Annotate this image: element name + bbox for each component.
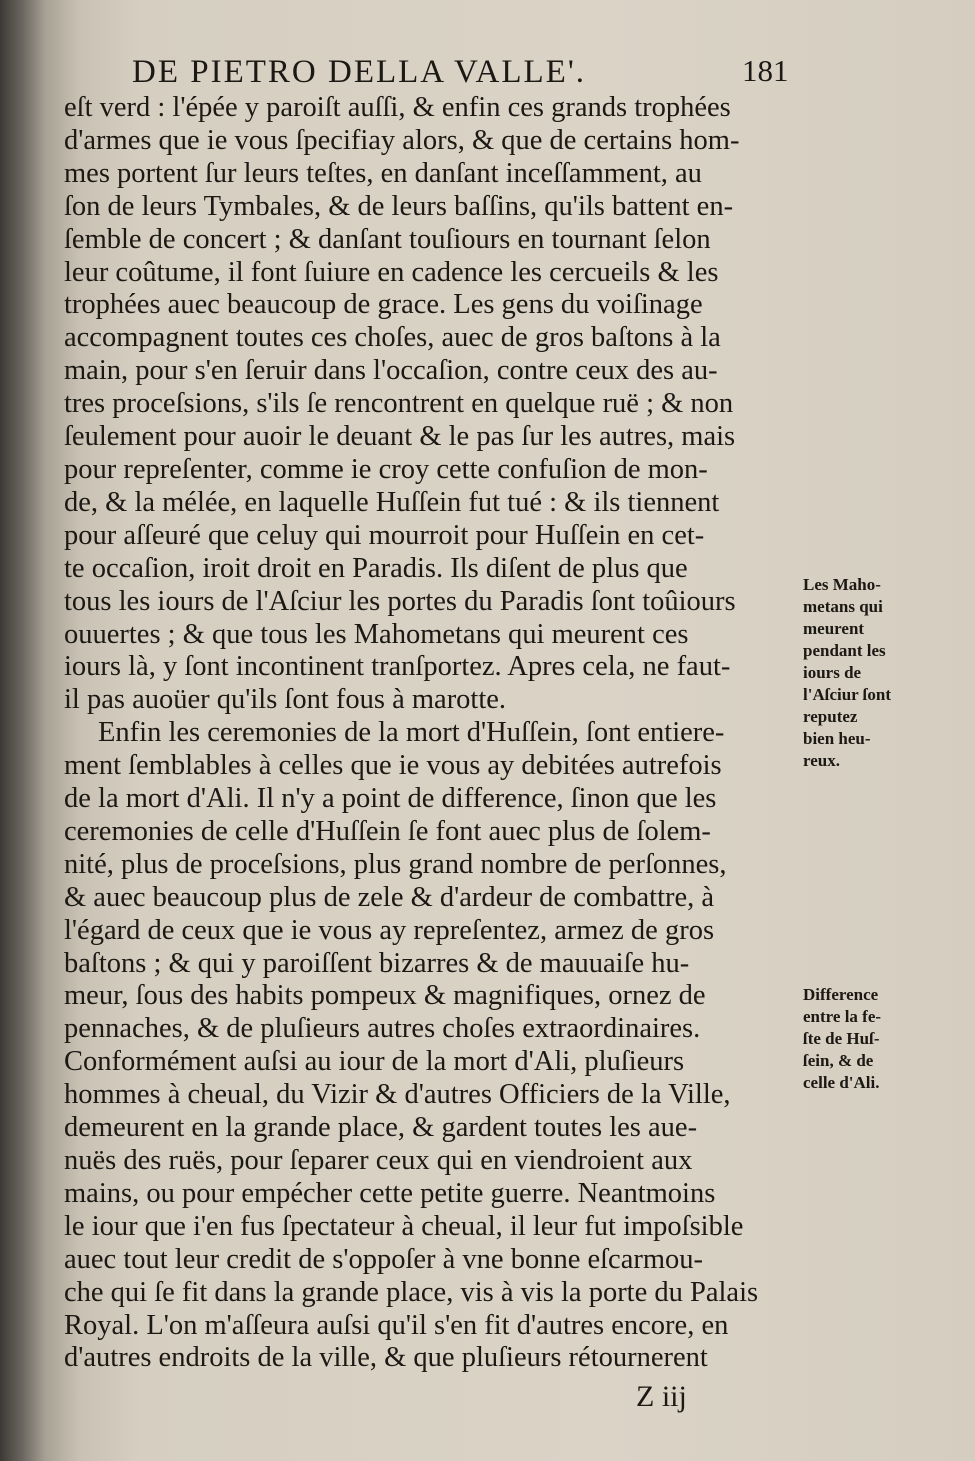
margin-note-line: pendant les xyxy=(803,641,886,660)
text-line: il pas auoüer qu'ils ſont fous à marotte. xyxy=(64,684,507,716)
text-line: pennaches, & de pluſieurs autres choſes extraordinaires. xyxy=(64,1013,701,1045)
text-line: hommes à cheual, du Vizir & d'autres Officiers de la Ville, xyxy=(64,1079,731,1111)
text-line: ſon de leurs Tymbales, & de leurs baſſins, qu'ils battent en- xyxy=(64,190,734,222)
text-line: trophées auec beaucoup de grace. Les gens du voiſinage xyxy=(64,289,703,321)
text-line: le iour que i'en fus ſpectateur à cheual, il leur fut impoſsible xyxy=(64,1210,744,1242)
margin-note-line: Difference xyxy=(803,985,879,1004)
page-number: 181 xyxy=(742,53,789,88)
margin-note-line: metans qui xyxy=(803,597,883,616)
margin-note-line: celle d'Ali. xyxy=(803,1073,880,1092)
text-line: ſemble de concert ; & danſant touſiours en tournant ſelon xyxy=(64,223,711,255)
margin-note-line: meurent xyxy=(803,619,865,638)
text-line: auec tout leur credit de s'oppoſer à vne bonne eſcarmou- xyxy=(64,1243,703,1275)
text-line: che qui ſe fit dans la grande place, vis à vis la porte du Palais xyxy=(64,1276,759,1308)
margin-note-line: Les Maho- xyxy=(803,575,881,594)
signature-mark: Z iij xyxy=(636,1380,687,1413)
text-line: tres proceſsions, s'ils ſe rencontrent en quelque ruë ; & non xyxy=(64,388,734,420)
running-title: DE PIETRO DELLA VALLE'. xyxy=(132,54,587,90)
text-line: meur, ſous des habits pompeux & magnifiques, ornez de xyxy=(64,980,706,1012)
text-line: ouuertes ; & que tous les Mahometans qui meurent ces xyxy=(64,618,689,650)
text-line: main, pour s'en ſeruir dans l'occaſion, contre ceux des au- xyxy=(64,355,718,387)
text-line: d'autres endroits de la ville, & que pluſieurs rétournerent xyxy=(64,1342,708,1374)
text-line: Conformément auſsi au iour de la mort d'Ali, pluſieurs xyxy=(64,1046,685,1078)
text-line: te occaſion, iroit droit en Paradis. Ils diſent de plus que xyxy=(64,552,688,584)
text-line: nuës des ruës, pour ſeparer ceux qui en viendroient aux xyxy=(64,1145,693,1176)
margin-note-line: bien heu- xyxy=(803,729,871,748)
margin-note-line: reputez xyxy=(803,707,858,726)
text-line: de, & la mélée, en laquelle Huſſein fut tué : & ils tiennent xyxy=(64,486,720,518)
text-line: mes portent ſur leurs teſtes, en danſant inceſſamment, au xyxy=(64,157,702,189)
margin-note-difference xyxy=(803,984,968,1094)
text-line: baſtons ; & qui y paroiſſent bizarres & de mauuaiſe hu- xyxy=(64,947,690,979)
margin-note-line: ſte de Huſ- xyxy=(803,1029,880,1048)
margin-note-line: l'Aſciur ſont xyxy=(803,685,891,704)
text-line: ceremonies de celle d'Huſſein ſe font auec plus de ſolem- xyxy=(64,815,711,847)
text-line: leur coûtume, il font ſuiure en cadence les cercueils & les xyxy=(64,256,719,288)
text-line: ment ſemblables à celles que ie vous ay debitées autrefois xyxy=(64,750,722,782)
text-line: de la mort d'Ali. Il n'y a point de difference, ſinon que les xyxy=(64,783,717,815)
margin-note-line: iours de xyxy=(803,663,862,682)
text-line: l'égard de ceux que ie vous ay repreſentez, armez de gros xyxy=(64,914,715,946)
margin-note-line: entre la fe- xyxy=(803,1007,882,1026)
margin-note-line: reux. xyxy=(803,751,840,770)
text-line: Royal. L'on m'aſſeura auſsi qu'il s'en fit d'autres encore, en xyxy=(64,1309,729,1341)
text-line: demeurent en la grande place, & gardent toutes les aue- xyxy=(64,1112,698,1144)
paragraph-start-line: Enfin les ceremonies de la mort d'Huſſein, ſont entiere- xyxy=(98,717,725,749)
margin-note-mahometans xyxy=(803,574,968,772)
text-line: mains, ou pour empécher cette petite guerre. Neantmoins xyxy=(64,1177,716,1209)
text-line: nité, plus de proceſsions, plus grand nombre de perſonnes, xyxy=(64,848,727,880)
text-line: pour aſſeuré que celuy qui mourroit pour Huſſein en cet- xyxy=(64,519,705,551)
text-line: accompagnent toutes ces choſes, auec de gros baſtons à la xyxy=(64,322,721,354)
text-line: d'armes que ie vous ſpecifiay alors, & que de certains hom- xyxy=(64,124,740,156)
margin-note-line: ſein, & de xyxy=(803,1051,874,1070)
text-line: eſt verd : l'épée y paroiſt auſſi, & enfin ces grands trophées xyxy=(64,92,731,123)
text-line: iours là, y ſont incontinent tranſportez. Apres cela, ne faut- xyxy=(64,651,731,683)
body-text xyxy=(64,92,809,1375)
text-line: & auec beaucoup plus de zele & d'ardeur de combattre, à xyxy=(64,881,715,913)
text-line: tous les iours de l'Aſciur les portes du Paradis ſont toûiours xyxy=(64,585,736,617)
text-line: ſeulement pour auoir le deuant & le pas ſur les autres, mais xyxy=(64,421,736,453)
text-line: pour repreſenter, comme ie croy cette confuſion de mon- xyxy=(64,453,708,485)
